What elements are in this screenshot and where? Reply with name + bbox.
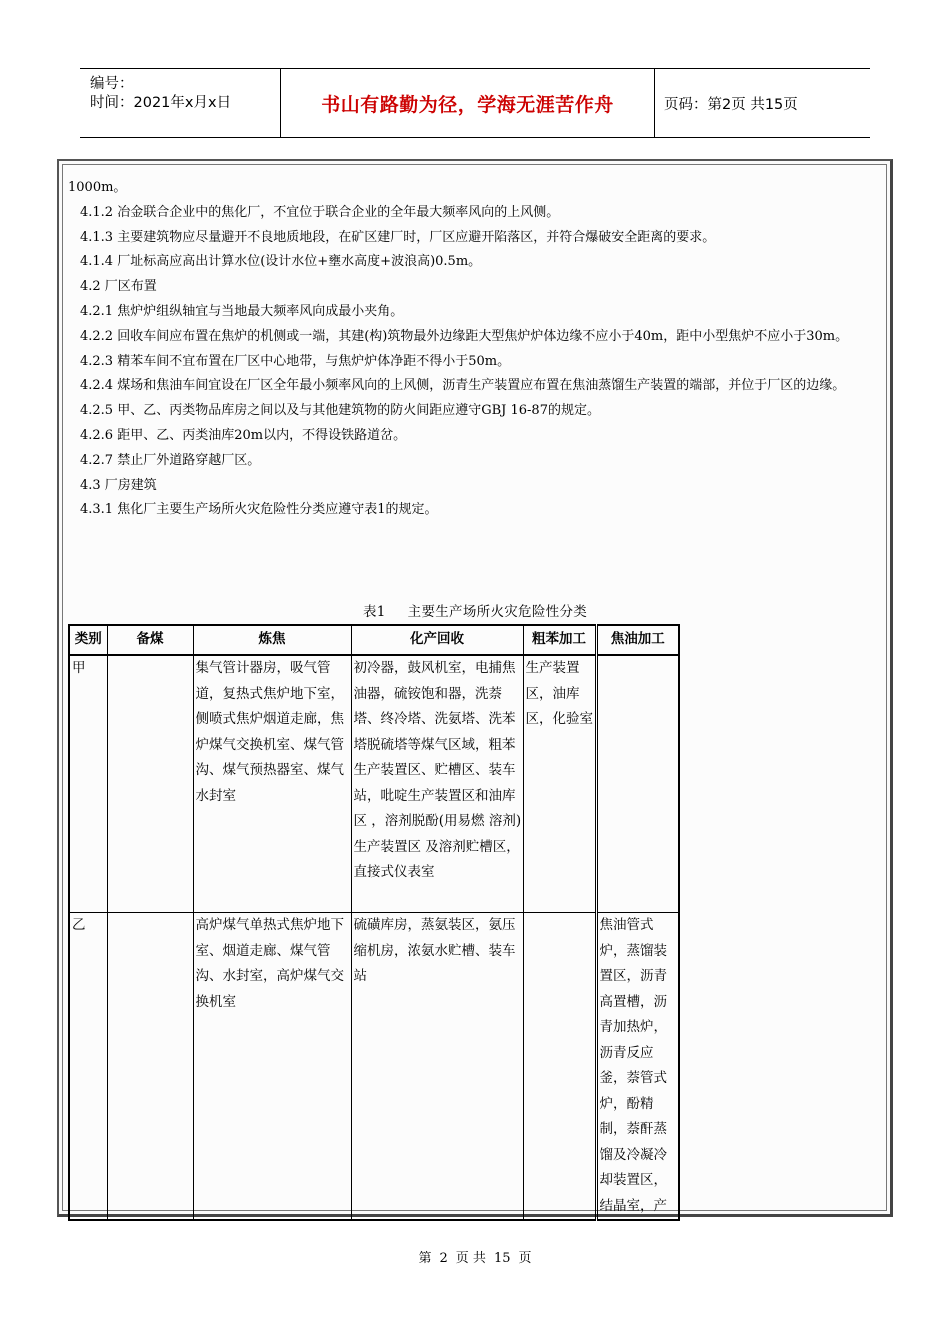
col-header-chem-recovery: 化产回收 [351,625,523,655]
table-cell [107,655,193,913]
table-header-row [69,625,679,655]
table-title: 主要生产场所火灾危险性分类 [407,604,588,620]
body-line: 1000m。 [68,180,127,195]
body-line: 4.2.3 精苯车间不宜布置在厂区中心地带，与焦炉炉体净距不得小于50m。 [80,353,511,369]
body-line: 4.2.1 焦炉炉组纵轴宜与当地最大频率风向成最小夹角。 [80,303,404,319]
col-header-tar: 焦油加工 [596,625,679,655]
header-page-cell [654,69,870,137]
table-number: 表1 [362,604,386,620]
table-cell: 焦油管式炉，蒸馏装置区，沥青高置槽，沥青加热炉，沥青反应釜，萘管式炉，酚精制，萘酐蒸馏及冷凝冷却装置区，结晶室，产 [596,913,679,1221]
body-line: 4.2.6 距甲、乙、丙类油库20m以内，不得设铁路道岔。 [80,427,407,443]
col-header-coal-prep: 备煤 [107,625,193,655]
table-cell: 集气管计器房，吸气管道，复热式焦炉地下室，侧喷式焦炉烟道走廊，焦炉煤气交换机室、煤气管沟、煤气预热器室、煤气水封室 [193,655,351,913]
body-line: 4.1.4 厂址标高应高出计算水位(设计水位+壅水高度+波浪高)0.5m。 [80,254,482,270]
table-cell: 硫磺库房，蒸氨装区，氨压缩机房，浓氨水贮槽、装车站 [351,913,523,1221]
table-cell [107,913,193,1221]
table-cell: 初冷器，鼓风机室，电捕焦油器，硫铵饱和器，洗萘塔、终冷塔、洗氨塔、洗苯塔脱硫塔等煤气区域，粗苯生产装置区、贮槽区、装车站，吡啶生产装置区和油库区 ，溶剂脱酚(用易燃 溶剂)生产装置区 及溶剂贮槽区，直接式仪表室 [351,655,523,913]
page-header [80,68,870,138]
fire-hazard-table [68,624,680,1221]
footer-page-number: 2 [439,1251,448,1266]
body-line: 4.2.4 煤场和焦油车间宜设在厂区全年最小频率风向的上风侧，沥青生产装置应布置在焦油蒸馏生产装置的端部，并位于厂区的边缘。 [80,378,846,394]
header-meta-cell [80,69,280,137]
table-cell: 甲 [69,655,107,913]
document-body [68,176,894,523]
doc-date: 时间：2021年x月x日 [90,95,232,111]
col-header-benzene: 粗苯加工 [523,625,596,655]
motto-text: 书山有路勤为径，学海无涯苦作舟 [321,93,614,116]
table-cell [523,913,596,1221]
table-caption [0,600,950,620]
table-cell: 乙 [69,913,107,1221]
body-line: 4.1.2 冶金联合企业中的焦化厂，不宜位于联合企业的全年最大频率风向的上风侧。 [80,204,560,220]
doc-number-label: 编号： [90,76,134,92]
body-line: 4.2.7 禁止厂外道路穿越厂区。 [80,452,261,468]
page-footer [0,1247,950,1266]
table-cell: 生产装置区，油库区，化验室 [523,655,596,913]
col-header-coking: 炼焦 [193,625,351,655]
body-line: 4.2.5 甲、乙、丙类物品库房之间以及与其他建筑物的防火间距应遵守GBJ 16-87的规定。 [80,403,600,419]
section-heading: 4.2 厂区布置 [80,279,157,295]
col-header-category: 类别 [69,625,107,655]
table-cell: 高炉煤气单热式焦炉地下室、烟道走廊、煤气管沟、水封室，高炉煤气交换机室 [193,913,351,1221]
footer-label: 页 [518,1251,532,1266]
page-info: 页码：第2页 共15页 [664,96,798,113]
footer-label: 页 共 [455,1251,486,1266]
section-heading: 4.3 厂房建筑 [80,477,157,493]
body-line: 4.2.2 回收车间应布置在焦炉的机侧或一端，其建(构)筑物最外边缘距大型焦炉炉体边缘不应小于40m，距中小型焦炉不应小于30m。 [80,328,849,344]
table-cell [596,655,679,913]
body-line: 4.3.1 焦化厂主要生产场所火灾危险性分类应遵守表1的规定。 [80,502,438,518]
table-row [69,655,679,913]
header-motto-cell [280,69,655,137]
footer-page-total: 15 [493,1251,511,1266]
table-row [69,913,679,1221]
footer-label: 第 [418,1251,432,1266]
body-line: 4.1.3 主要建筑物应尽量避开不良地质地段，在矿区建厂时，厂区应避开陷落区，并符合爆破安全距离的要求。 [80,229,716,245]
